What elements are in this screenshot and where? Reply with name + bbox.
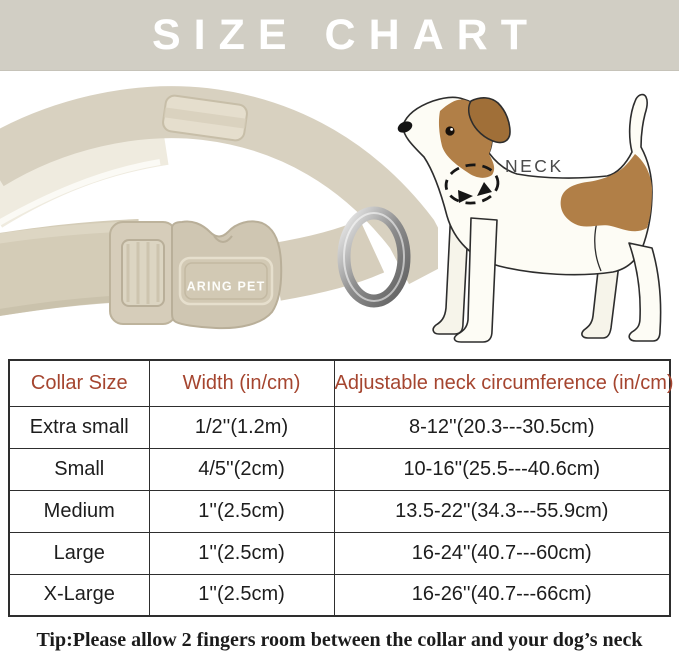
table-header-row xyxy=(9,360,670,406)
collar-buckle xyxy=(110,221,281,328)
cell-width: 1/2''(1.2m) xyxy=(149,406,334,448)
cell-size: Extra small xyxy=(9,406,149,448)
cell-neck: 13.5-22''(34.3---55.9cm) xyxy=(334,490,670,532)
brand-label-plate xyxy=(180,258,272,304)
dog-neck-diagram xyxy=(395,68,679,353)
collar-product-photo xyxy=(0,76,438,360)
neck-label: NECK xyxy=(505,156,564,176)
size-chart-table xyxy=(8,359,674,617)
column-header-collar-size: Collar Size xyxy=(9,360,149,406)
banner-title: SIZE CHART xyxy=(152,10,540,59)
brand-label: ARING PET xyxy=(186,279,266,294)
cell-width: 1''(2.5cm) xyxy=(149,574,334,616)
dog-rear-near-leg xyxy=(629,243,661,341)
table-row xyxy=(9,532,670,574)
size-chart-banner xyxy=(0,0,679,71)
cell-neck: 10-16''(25.5---40.6cm) xyxy=(334,448,670,490)
cell-neck: 8-12''(20.3---30.5cm) xyxy=(334,406,670,448)
table-row xyxy=(9,490,670,532)
cell-size: X-Large xyxy=(9,574,149,616)
cell-neck: 16-26''(40.7---66cm) xyxy=(334,574,670,616)
table-row xyxy=(9,448,670,490)
cell-size: Small xyxy=(9,448,149,490)
column-header-width: Width (in/cm) xyxy=(149,360,334,406)
column-header-neck-circumference: Adjustable neck circumference (in/cm) xyxy=(334,360,670,406)
cell-width: 4/5''(2cm) xyxy=(149,448,334,490)
cell-size: Medium xyxy=(9,490,149,532)
table-row xyxy=(9,406,670,448)
table-row xyxy=(9,574,670,616)
dog-illustration xyxy=(395,68,679,353)
dog-rump-patch xyxy=(561,154,652,231)
cell-size: Large xyxy=(9,532,149,574)
collar-strap-right xyxy=(276,246,372,272)
collar-illustration xyxy=(0,76,438,360)
tip-text: Tip:Please allow 2 fingers room between the collar and your dog’s neck xyxy=(36,629,643,651)
cell-neck: 16-24''(40.7---60cm) xyxy=(334,532,670,574)
cell-width: 1''(2.5cm) xyxy=(149,490,334,532)
cell-width: 1''(2.5cm) xyxy=(149,532,334,574)
dog-eye xyxy=(445,126,454,135)
